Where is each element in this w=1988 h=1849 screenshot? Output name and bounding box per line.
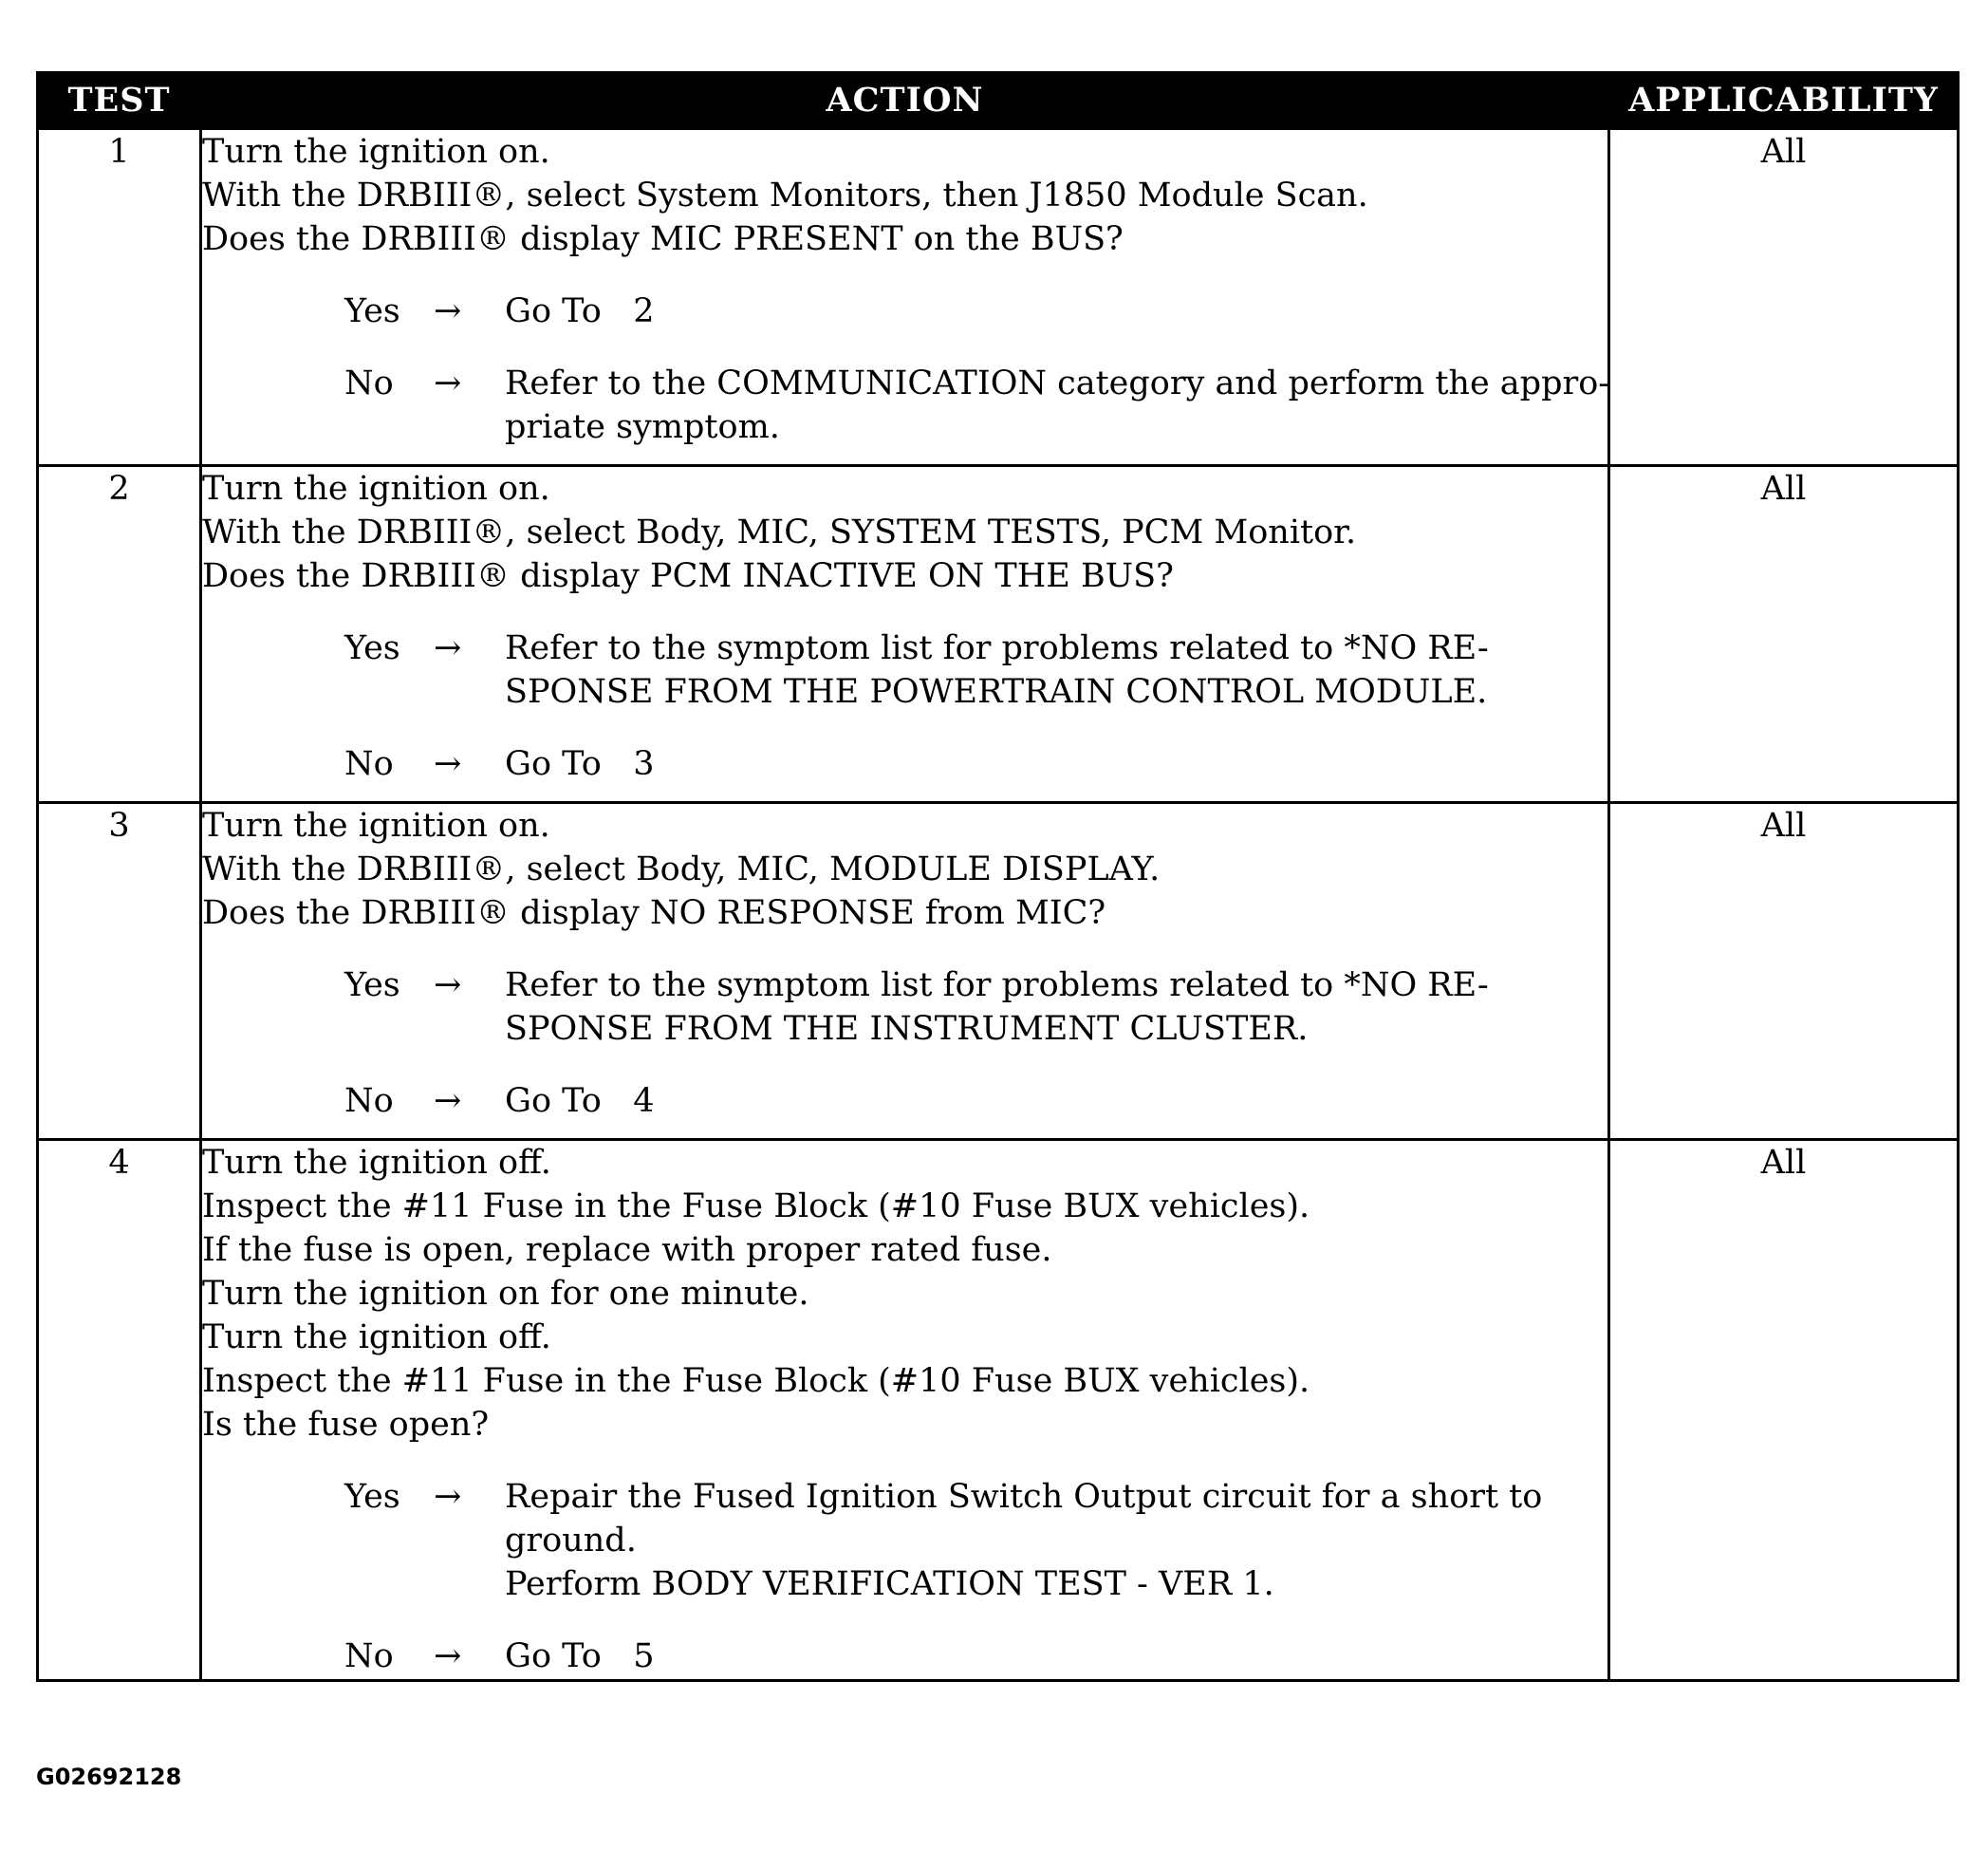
applicability-cell: All bbox=[1609, 803, 1959, 1140]
diagnostic-test-table bbox=[36, 71, 1960, 1682]
action-step: Does the DRBIII® display PCM INACTIVE ON THE BUS? bbox=[202, 557, 1174, 595]
test-number: 1 bbox=[38, 129, 201, 466]
yes-response bbox=[202, 289, 1607, 333]
action-cell bbox=[201, 1140, 1609, 1681]
action-step: Does the DRBIII® display NO RESPONSE from MIC? bbox=[202, 894, 1106, 932]
yes-result bbox=[505, 626, 1607, 714]
action-step: Turn the ignition off. bbox=[202, 1144, 551, 1182]
applicability-cell: All bbox=[1609, 466, 1959, 803]
yes-label: Yes bbox=[344, 629, 400, 667]
result-line: Go To 5 bbox=[505, 1637, 655, 1675]
figure-code: G02692128 bbox=[36, 1764, 182, 1790]
action-step: Turn the ignition on. bbox=[202, 133, 550, 171]
action-step: If the fuse is open, replace with proper rated fuse. bbox=[202, 1231, 1052, 1269]
test-number: 3 bbox=[38, 803, 201, 1140]
action-cell bbox=[201, 803, 1609, 1140]
action-step: With the DRBIII®, select Body, MIC, SYSTEM TESTS, PCM Monitor. bbox=[202, 514, 1357, 551]
yes-response bbox=[202, 963, 1607, 1051]
applicability-cell: All bbox=[1609, 1140, 1959, 1681]
yes-label: Yes bbox=[344, 966, 400, 1004]
right-arrow-icon: → bbox=[434, 745, 462, 783]
table-body bbox=[38, 129, 1959, 1681]
yes-response bbox=[202, 1475, 1607, 1606]
no-result bbox=[505, 362, 1609, 449]
no-label: No bbox=[344, 1637, 394, 1675]
table-row bbox=[38, 1140, 1959, 1681]
no-label: No bbox=[344, 745, 394, 783]
no-response bbox=[202, 742, 1607, 786]
result-line: Refer to the symptom list for problems related to *NO RE- bbox=[505, 966, 1489, 1004]
action-step: Does the DRBIII® display MIC PRESENT on the BUS? bbox=[202, 220, 1124, 258]
no-result bbox=[505, 1079, 1607, 1123]
no-label: No bbox=[344, 1082, 394, 1120]
test-number: 2 bbox=[38, 466, 201, 803]
action-step: Turn the ignition on. bbox=[202, 470, 550, 508]
right-arrow-icon: → bbox=[434, 1637, 462, 1675]
yes-result bbox=[505, 1475, 1607, 1606]
result-line: SPONSE FROM THE INSTRUMENT CLUSTER. bbox=[505, 1010, 1309, 1048]
no-label: No bbox=[344, 364, 394, 402]
result-line: Refer to the symptom list for problems related to *NO RE- bbox=[505, 629, 1489, 667]
result-line: Go To 3 bbox=[505, 745, 655, 783]
table-header-row bbox=[38, 73, 1959, 129]
result-line: Repair the Fused Ignition Switch Output circuit for a short to bbox=[505, 1478, 1543, 1516]
yes-label: Yes bbox=[344, 1478, 400, 1516]
action-step: Is the fuse open? bbox=[202, 1406, 490, 1444]
right-arrow-icon: → bbox=[434, 1478, 462, 1516]
action-step: Inspect the #11 Fuse in the Fuse Block (#10 Fuse BUX vehicles). bbox=[202, 1187, 1310, 1225]
action-step: Turn the ignition on for one minute. bbox=[202, 1275, 809, 1313]
result-line: SPONSE FROM THE POWERTRAIN CONTROL MODULE. bbox=[505, 673, 1488, 711]
right-arrow-icon: → bbox=[434, 629, 462, 667]
header-applicability: APPLICABILITY bbox=[1609, 73, 1959, 129]
right-arrow-icon: → bbox=[434, 966, 462, 1004]
result-line: Go To 2 bbox=[505, 292, 655, 330]
result-line: Perform BODY VERIFICATION TEST - VER 1. bbox=[505, 1565, 1274, 1603]
right-arrow-icon: → bbox=[434, 364, 462, 402]
no-response bbox=[202, 1079, 1607, 1123]
result-line: Refer to the COMMUNICATION category and perform the appro- bbox=[505, 364, 1610, 402]
action-cell bbox=[201, 129, 1609, 466]
yes-response bbox=[202, 626, 1607, 714]
no-result bbox=[505, 1634, 1607, 1678]
header-action: ACTION bbox=[201, 73, 1609, 129]
yes-label: Yes bbox=[344, 292, 400, 330]
action-step: With the DRBIII®, select System Monitors, then J1850 Module Scan. bbox=[202, 177, 1368, 215]
action-step: Turn the ignition off. bbox=[202, 1318, 551, 1356]
table-row bbox=[38, 129, 1959, 466]
action-step: Inspect the #11 Fuse in the Fuse Block (#10 Fuse BUX vehicles). bbox=[202, 1362, 1310, 1400]
table-row bbox=[38, 803, 1959, 1140]
yes-result bbox=[505, 289, 1607, 333]
result-line: Go To 4 bbox=[505, 1082, 655, 1120]
table-row bbox=[38, 466, 1959, 803]
result-line: ground. bbox=[505, 1522, 637, 1560]
action-step: Turn the ignition on. bbox=[202, 807, 550, 845]
test-number: 4 bbox=[38, 1140, 201, 1681]
applicability-cell: All bbox=[1609, 129, 1959, 466]
right-arrow-icon: → bbox=[434, 1082, 462, 1120]
action-cell bbox=[201, 466, 1609, 803]
result-line: priate symptom. bbox=[505, 408, 780, 446]
right-arrow-icon: → bbox=[434, 292, 462, 330]
action-step: With the DRBIII®, select Body, MIC, MODULE DISPLAY. bbox=[202, 850, 1161, 888]
header-test: TEST bbox=[38, 73, 201, 129]
no-response bbox=[202, 362, 1610, 449]
yes-result bbox=[505, 963, 1607, 1051]
no-result bbox=[505, 742, 1607, 786]
no-response bbox=[202, 1634, 1607, 1678]
